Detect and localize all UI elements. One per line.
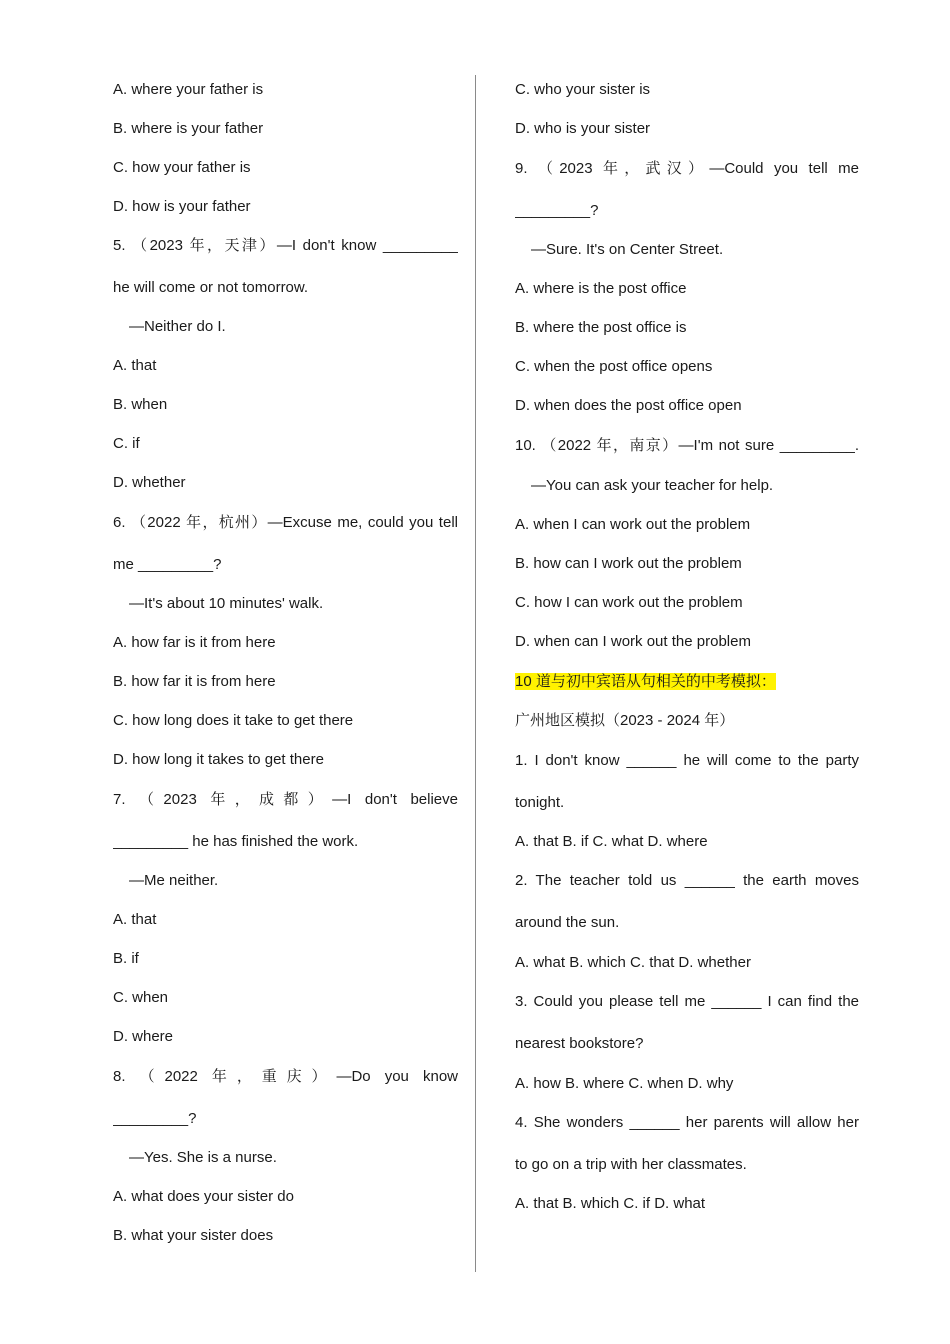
section-heading [515,662,859,701]
option-line: A. how far is it from here [113,634,276,651]
option-line: C. if [113,435,140,452]
option-line: C. how long does it take to get there [113,712,354,729]
option-line: B. where the post office is [515,319,687,336]
question-9-reply: —Sure. It's on Center Street. [531,241,724,258]
question-10-stem: 10. （2022 年，南京）—I'm not sure _________. [515,437,859,454]
option-line: C. who your sister is [515,81,651,98]
option-line: A. that [113,357,157,374]
section-subheading: 广州地区模拟（2023 - 2024 年） [515,712,735,729]
mock-question-2-stem-cont: around the sun. [515,914,620,931]
question-5-reply: —Neither do I. [129,318,226,335]
option-line: D. who is your sister [515,120,651,137]
mock-question-4-stem: 4. She wonders ______ her parents will allow her [515,1114,859,1131]
question-7-stem-cont: _________ he has finished the work. [113,833,359,850]
mock-question-2-stem: 2. The teacher told us ______ the earth moves [515,872,859,889]
question-8-stem: 8. （2022 年，重庆）—Do you know [113,1068,458,1085]
option-line: D. how is your father [113,198,251,215]
option-line: C. when the post office opens [515,358,713,375]
option-line: A. what does your sister do [113,1188,294,1205]
option-line: A. that [113,911,157,928]
section-heading-highlight: 10 道与初中宾语从句相关的中考模拟： [515,673,776,690]
option-line: D. whether [113,474,186,491]
option-line: B. where is your father [113,120,264,137]
option-line: A. where your father is [113,81,264,98]
mock-question-3-stem-cont: nearest bookstore? [515,1035,644,1052]
option-line: B. when [113,396,168,413]
mock-question-4-stem-cont: to go on a trip with her classmates. [515,1156,747,1173]
question-6-reply: —It's about 10 minutes' walk. [129,595,324,612]
mock-question-1-stem: 1. I don't know ______ he will come to the party [515,752,859,769]
option-line: C. how I can work out the problem [515,594,743,611]
mock-question-2-options: A. what B. which C. that D. whether [515,954,751,971]
question-9-stem-cont: _________? [515,202,599,219]
mock-question-3-options: A. how B. where C. when D. why [515,1075,734,1092]
option-line: D. when can I work out the problem [515,633,751,650]
question-8-stem-cont: _________? [113,1110,197,1127]
question-5-stem-cont: he will come or not tomorrow. [113,279,309,296]
question-10-reply: —You can ask your teacher for help. [531,477,774,494]
question-7-reply: —Me neither. [129,872,219,889]
option-line: A. where is the post office [515,280,687,297]
mock-question-1-options: A. that B. if C. what D. where [515,833,708,850]
mock-question-4-options: A. that B. which C. if D. what [515,1195,706,1212]
question-7-stem: 7. （2023 年，成都）—I don't believe [113,791,458,808]
option-line: B. how far it is from here [113,673,276,690]
option-line: D. how long it takes to get there [113,751,324,768]
mock-question-3-stem: 3. Could you please tell me ______ I can find the [515,993,859,1010]
option-line: D. when does the post office open [515,397,742,414]
question-6-stem-cont: me _________? [113,556,222,573]
question-5-stem: 5. （2023 年，天津）—I don't know _________ [113,237,458,254]
option-line: C. when [113,989,169,1006]
column-divider [475,75,476,1272]
option-line: A. when I can work out the problem [515,516,751,533]
option-line: B. how can I work out the problem [515,555,742,572]
mock-question-1-stem-cont: tonight. [515,794,565,811]
question-9-stem: 9. （2023 年，武汉）—Could you tell me [515,160,859,177]
question-8-reply: —Yes. She is a nurse. [129,1149,277,1166]
option-line: B. if [113,950,139,967]
option-line: C. how your father is [113,159,251,176]
question-6-stem: 6. （2022 年，杭州）—Excuse me, could you tell [113,514,458,531]
option-line: B. what your sister does [113,1227,274,1244]
option-line: D. where [113,1028,174,1045]
